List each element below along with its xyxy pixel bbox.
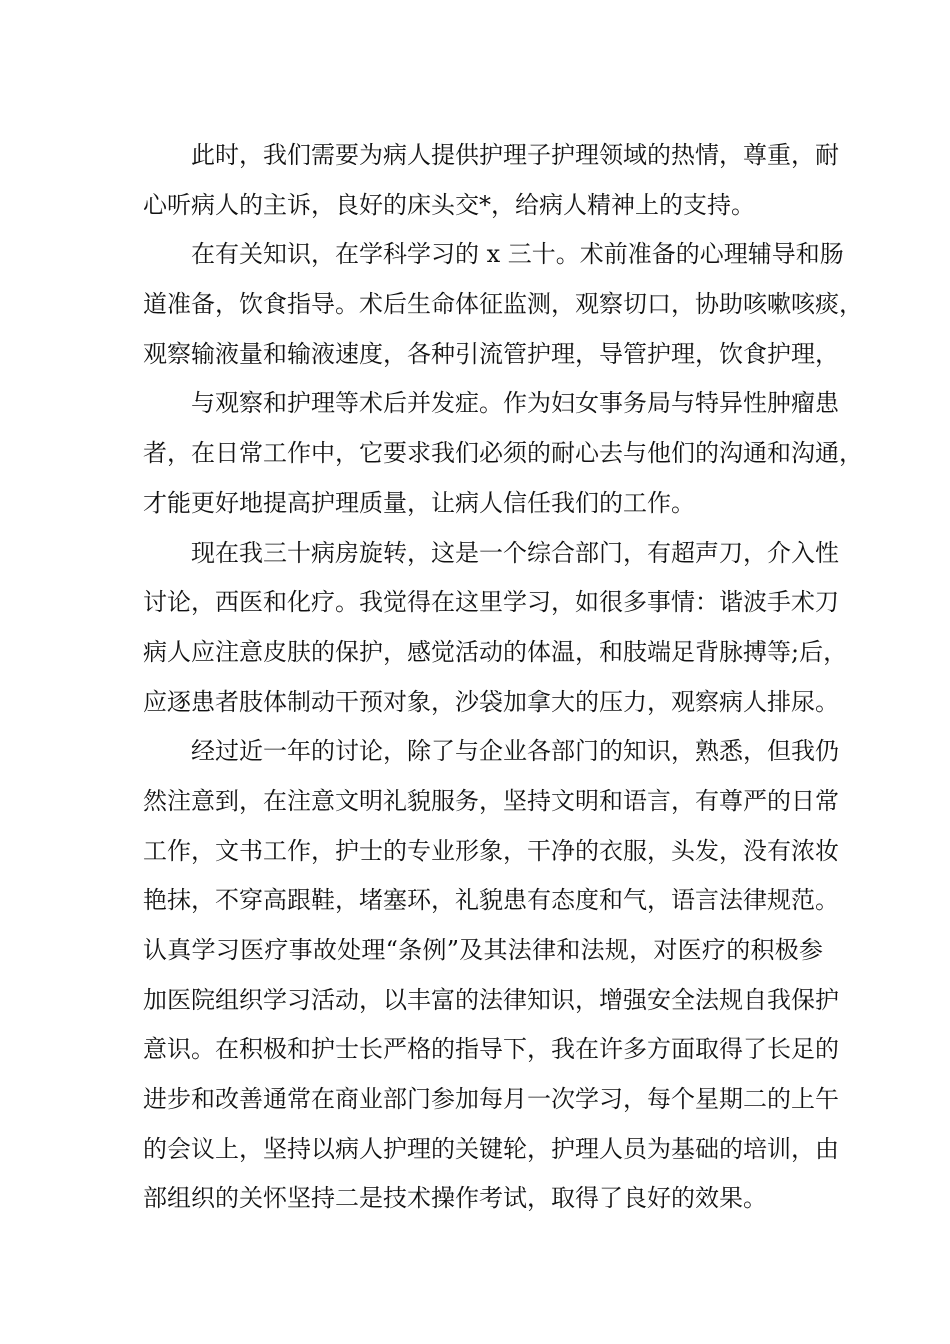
text-line: 者，在日常工作中，它要求我们必须的耐心去与他们的沟通和沟通， — [143, 439, 863, 468]
text-line: 然注意到，在注意文明礼貌服务，坚持文明和语言，有尊严的日常 — [143, 786, 839, 815]
text-line: 讨论，西医和化疗。我觉得在这里学习，如很多事情：谐波手术刀 — [143, 588, 839, 617]
text-line: 经过近一年的讨论，除了与企业各部门的知识，熟悉，但我仍 — [191, 737, 839, 766]
text-line: 应逐患者肢体制动干预对象，沙袋加拿大的压力，观察病人排尿。 — [143, 687, 839, 716]
text-line: 进步和改善通常在商业部门参加每月一次学习，每个星期二的上午 — [143, 1085, 839, 1114]
paragraph-3 — [143, 379, 863, 528]
text-line: 认真学习医疗事故处理“条例”及其法律和法规，对医疗的积极参 — [143, 936, 823, 964]
paragraph-4 — [143, 529, 848, 728]
text-line: 艳抹，不穿高跟鞋，堵塞环，礼貌患有态度和气，语言法律规范。 — [143, 886, 839, 915]
paragraph-2 — [143, 230, 863, 379]
text-line: 的会议上，坚持以病人护理的关键轮，护理人员为基础的培训，由 — [143, 1134, 839, 1163]
text-line: 此时，我们需要为病人提供护理子护理领域的热情，尊重，耐 — [191, 141, 839, 169]
text-line: 加医院组织学习活动，以丰富的法律知识，增强安全法规自我保护 — [143, 985, 839, 1014]
text-line: 在有关知识，在学科学习的 x 三十。术前准备的心理辅导和肠 — [191, 240, 844, 269]
document-body — [143, 131, 863, 1224]
text-line: 与观察和护理等术后并发症。作为妇女事务局与特异性肿瘤患 — [191, 389, 839, 418]
text-line: 病人应注意皮肤的保护，感觉活动的体温，和肢端足背脉搏等;后， — [143, 637, 848, 666]
paragraph-1 — [143, 131, 839, 230]
text-line: 道准备，饮食指导。术后生命体征监测，观察切口，协助咳嗽咳痰， — [143, 290, 863, 319]
paragraph-5 — [143, 727, 839, 1224]
text-line: 工作，文书工作，护士的专业形象，干净的衣服，头发，没有浓妆 — [143, 836, 839, 865]
text-line: 观察输液量和输液速度，各种引流管护理，导管护理，饮食护理， — [143, 339, 839, 368]
text-line: 心听病人的主诉，良好的床头交*，给病人精神上的支持。 — [143, 190, 755, 219]
text-line: 部组织的关怀坚持二是技术操作考试，取得了良好的效果。 — [143, 1184, 767, 1213]
text-line: 现在我三十病房旋转，这是一个综合部门，有超声刀，介入性 — [191, 538, 839, 567]
text-line: 意识。在积极和护士长严格的指导下，我在许多方面取得了长足的 — [143, 1035, 839, 1064]
text-line: 才能更好地提高护理质量，让病人信任我们的工作。 — [143, 488, 695, 517]
